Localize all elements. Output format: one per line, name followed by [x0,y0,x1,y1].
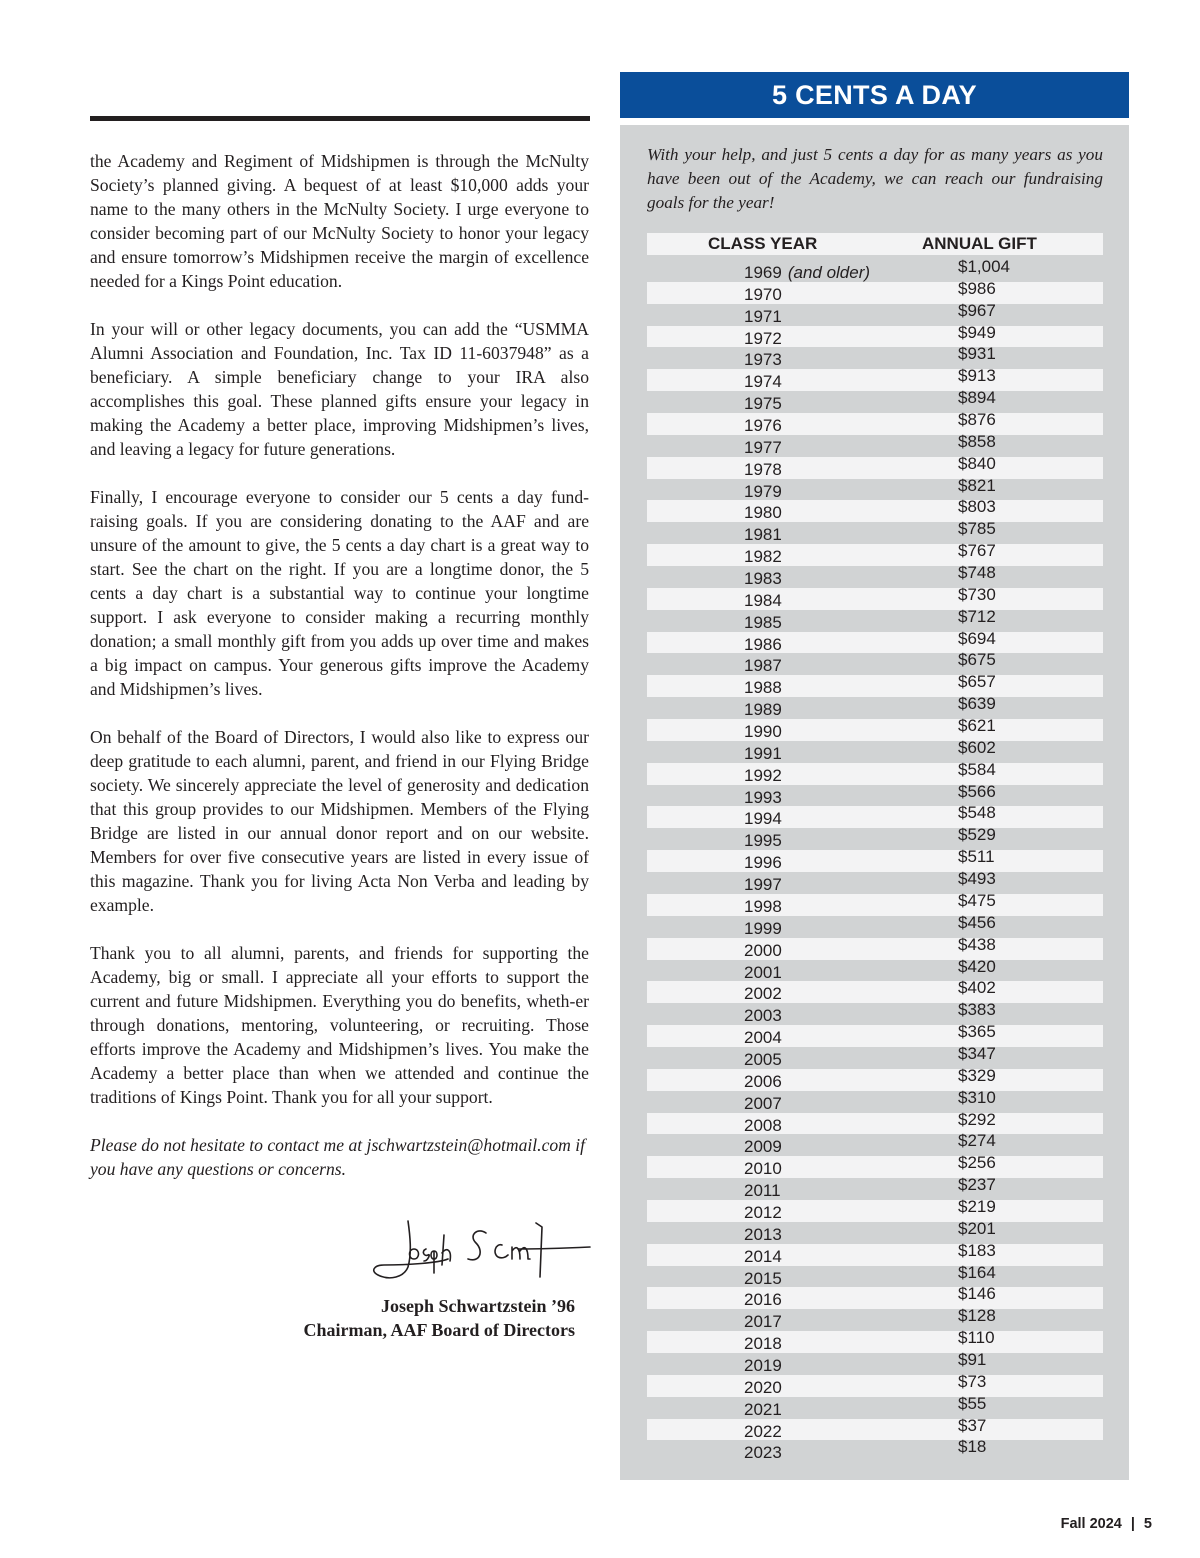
class-year-value: 2003 [744,1006,782,1026]
table-row [647,1196,1103,1222]
annual-gift-cell: $986 [958,278,996,298]
annual-gift-cell: $256 [958,1153,996,1173]
table-row [647,431,1103,457]
class-year-value: 1990 [744,722,782,742]
table-row [647,257,1103,282]
class-year-value: 1969 [744,263,782,282]
table-row [647,1087,1103,1113]
class-year-cell [744,1225,782,1245]
table-row [647,825,1103,851]
annual-gift-cell: $493 [958,869,996,889]
annual-gift-cell: $876 [958,410,996,430]
class-year-value: 2002 [744,984,782,1004]
table-row [647,1349,1103,1375]
class-year-cell [744,394,782,414]
class-year-value: 1978 [744,459,782,479]
annual-gift-cell: $365 [958,1022,996,1042]
table-row [647,1393,1103,1419]
class-year-cell [744,919,782,939]
class-year-cell [744,1028,782,1048]
letter-paragraph: Finally, I encourage everyone to consider our 5 cents a day fund-raising goals. If you are considering donating to the AAF and are unsure of the amount to give, the 5 cents a day chart is a great way to start. See the chart on the right. If you are a longtime donor, the 5 cents a day chart is a substantial way to continue your longtime support. I ask everyone to consider making a recurring monthly donation; a small monthly gift from you adds up over time and makes a big impact on campus. Your generous gifts improve the Academy and Midshipmen’s lives. [90,487,589,699]
class-year-value: 1973 [744,350,782,370]
table-row [647,847,1103,873]
annual-gift-cell: $657 [958,672,996,692]
class-year-value: 1971 [744,306,782,326]
class-year-cell [744,460,782,480]
annual-gift-cell: $329 [958,1065,996,1085]
class-year-cell [744,1072,782,1092]
class-year-cell [744,1422,782,1442]
class-year-cell [744,438,782,458]
class-year-cell [744,1050,782,1070]
class-year-cell [744,1247,782,1267]
table-row [647,737,1103,763]
table-row [647,497,1103,523]
class-year-cell [744,1443,782,1463]
class-year-value: 1972 [744,328,782,348]
table-row [647,475,1103,501]
class-year-cell [744,744,782,764]
annual-gift-cell: $949 [958,322,996,342]
class-year-value: 2019 [744,1355,782,1375]
class-year-value: 1985 [744,612,782,632]
class-year-cell [744,329,782,349]
class-year-value: 1979 [744,481,782,501]
table-row [647,606,1103,632]
table-row [647,1000,1103,1026]
class-year-value: 2017 [744,1312,782,1332]
annual-gift-cell: $621 [958,716,996,736]
class-year-value: 1988 [744,678,782,698]
annual-gift-cell: $402 [958,978,996,998]
class-year-cell [744,678,782,698]
table-row [647,541,1103,567]
class-year-cell [744,1116,782,1136]
annual-gift-cell: $18 [958,1437,987,1457]
class-year-cell [744,635,782,655]
class-year-value: 1976 [744,416,782,436]
table-row [647,1175,1103,1201]
class-year-cell [744,1334,782,1354]
annual-gift-cell: $420 [958,956,996,976]
table-row [647,563,1103,589]
table-row [647,1131,1103,1157]
class-year-cell [744,613,782,633]
class-year-value: 2010 [744,1159,782,1179]
annual-gift-cell: $785 [958,519,996,539]
class-year-value: 2004 [744,1028,782,1048]
class-year-cell [744,963,782,983]
annual-gift-cell: $894 [958,388,996,408]
giving-chart-panel [620,125,1129,1480]
annual-gift-cell: $383 [958,1000,996,1020]
table-row [647,1043,1103,1069]
annual-gift-cell: $913 [958,366,996,386]
table-row [647,912,1103,938]
table-row [647,672,1103,698]
annual-gift-cell: $712 [958,606,996,626]
class-year-cell [744,285,782,305]
annual-gift-cell: $146 [958,1284,996,1304]
table-row [647,650,1103,676]
class-year-cell [744,569,782,589]
giving-table [647,257,1103,1463]
class-year-cell [744,809,782,829]
class-year-value: 2014 [744,1246,782,1266]
class-year-value: 1977 [744,437,782,457]
table-row [647,1328,1103,1354]
table-row [647,519,1103,545]
class-year-value: 2007 [744,1093,782,1113]
letter-paragraph: the Academy and Regiment of Midshipmen is through the McNulty Society’s planned giving. A bequest of at least $10,000 adds your name to the many others in the McNulty Society. I urge everyone to consider becoming part of our McNulty Society to honor your legacy and ensure tomorrow’s Midshipmen receive the margin of excellence needed for a Kings Point education. [90,151,589,291]
class-year-value: 1980 [744,503,782,523]
class-year-cell [744,1181,781,1201]
table-row [647,1262,1103,1288]
annual-gift-cell: $730 [958,584,996,604]
class-year-cell [744,831,782,851]
class-year-value: 1987 [744,656,782,676]
column-header-annual-gift: ANNUAL GIFT [922,234,1037,253]
annual-gift-cell: $347 [958,1043,996,1063]
table-row [647,781,1103,807]
contact-note: Please do not hesitate to contact me at jschwartzstein@hotmail.com if you have any questions or concerns. [90,1135,586,1179]
class-year-value: 1992 [744,765,782,785]
class-year-value: 2021 [744,1399,782,1419]
class-year-value: 2000 [744,940,782,960]
class-year-cell [744,1269,782,1289]
signature-image [368,1215,592,1287]
class-year-cell [744,372,782,392]
page-number: 5 [1143,1516,1152,1532]
class-year-cell [744,591,782,611]
annual-gift-cell: $201 [958,1218,996,1238]
letter-body [90,149,589,1205]
class-year-cell [744,766,782,786]
panel-intro: With your help, and just 5 cents a day for as many years as you have been out of the Academy, we can reach our fundraising goals for the year! [647,145,1103,212]
annual-gift-cell: $55 [958,1393,987,1413]
annual-gift-cell: $548 [958,803,996,823]
table-row [647,584,1103,610]
class-year-value: 1991 [744,743,782,763]
class-year-cell [744,788,782,808]
column-header-class-year: CLASS YEAR [708,234,818,253]
letter-paragraph: On behalf of the Board of Directors, I would also like to express our deep gratitude to each alumni, parent, and friend in our Flying Bridge society. We sincerely appreciate the level of generosity and dedication that this group provides to our Midshipmen. Members of the Flying Bridge are listed in our annual donor report and on our website. Members for over five consecutive years are listed in every issue of this magazine. Thank you for living Acta Non Verba and leading by example. [90,727,589,915]
annual-gift-cell: $73 [958,1371,987,1391]
class-year-value: 2011 [744,1181,781,1201]
panel-title: 5 CENTS A DAY [620,72,1129,118]
class-year-note: (and older) [787,263,871,282]
class-year-value: 1970 [744,284,782,304]
table-row [647,410,1103,436]
annual-gift-cell: $37 [958,1415,987,1435]
class-year-cell [744,984,782,1004]
class-year-value: 1996 [744,853,782,873]
table-row [647,1437,1103,1463]
annual-gift-cell: $164 [958,1262,996,1282]
table-row [647,1109,1103,1135]
annual-gift-cell: $639 [958,694,996,714]
class-year-cell [744,1356,782,1376]
class-year-value: 2018 [744,1334,782,1354]
letter-paragraph: In your will or other legacy documents, you can add the “USMMA Alumni Association and Foundation, Inc. Tax ID 11-6037948” as a beneficiary. A simple beneficiary change to your IRA also accomplishes this goal. These planned gifts ensure your legacy in making the Academy a better place, improving Midshipmen’s lives, and leaving a legacy for future generations. [90,319,589,459]
class-year-value: 1984 [744,590,782,610]
annual-gift-cell: $584 [958,759,996,779]
class-year-cell [744,875,782,895]
table-row [647,278,1103,304]
class-year-cell [744,482,782,502]
class-year-value: 1982 [744,547,782,567]
annual-gift-cell: $219 [958,1196,996,1216]
class-year-cell [744,853,782,873]
table-row [647,628,1103,654]
table-row [647,344,1103,370]
class-year-cell [744,503,782,523]
class-year-value: 2008 [744,1115,782,1135]
annual-gift-cell: $91 [958,1349,987,1369]
table-row [647,388,1103,414]
class-year-value: 2006 [744,1071,782,1091]
signer-name: Joseph Schwartzstein ’96 [381,1296,575,1316]
table-row [647,453,1103,479]
class-year-value: 2001 [744,962,782,982]
class-year-cell [744,1137,782,1157]
class-year-value: 1986 [744,634,782,654]
annual-gift-cell: $529 [958,825,996,845]
class-year-value: 1974 [744,372,782,392]
class-year-cell [744,1203,782,1223]
annual-gift-cell: $566 [958,781,996,801]
table-row [647,1240,1103,1266]
table-row [647,366,1103,392]
class-year-cell [744,1400,782,1420]
class-year-cell [744,547,782,567]
table-row [647,869,1103,895]
table-row [647,1415,1103,1441]
class-year-value: 2009 [744,1137,782,1157]
table-row [647,716,1103,742]
class-year-value: 1999 [744,918,782,938]
class-year-cell [744,307,782,327]
table-row [647,1371,1103,1397]
annual-gift-cell: $602 [958,737,996,757]
annual-gift-cell: $694 [958,628,996,648]
class-year-value: 2005 [744,1049,782,1069]
annual-gift-cell: $438 [958,934,996,954]
annual-gift-cell: $840 [958,453,996,473]
class-year-value: 1998 [744,896,782,916]
annual-gift-cell: $821 [958,475,996,495]
class-year-value: 1993 [744,787,782,807]
annual-gift-cell: $748 [958,563,996,583]
table-row [647,1153,1103,1179]
class-year-value: 2012 [744,1202,782,1222]
class-year-cell [744,350,782,370]
table-row [647,934,1103,960]
annual-gift-cell: $310 [958,1087,996,1107]
annual-gift-cell: $475 [958,890,996,910]
signer-title: Chairman, AAF Board of Directors [303,1320,575,1340]
table-header [647,233,1103,255]
class-year-cell [744,700,782,720]
class-year-cell [744,1378,782,1398]
table-row [647,322,1103,348]
table-row [647,890,1103,916]
class-year-value: 2013 [744,1224,782,1244]
page-footer [1061,1514,1152,1534]
annual-gift-cell: $1,004 [958,257,1010,276]
class-year-value: 1997 [744,875,782,895]
table-row [647,956,1103,982]
class-year-cell [744,941,782,961]
top-rule [90,116,590,121]
class-year-value: 1995 [744,831,782,851]
table-row [647,300,1103,326]
class-year-cell [744,1006,782,1026]
class-year-cell [744,722,782,742]
class-year-cell [744,1159,782,1179]
annual-gift-cell: $110 [958,1328,995,1348]
class-year-value: 1989 [744,700,782,720]
class-year-value: 1994 [744,809,782,829]
class-year-cell [744,525,782,545]
table-row [647,1065,1103,1091]
annual-gift-cell: $274 [958,1131,996,1151]
letter-paragraph: Thank you to all alumni, parents, and friends for supporting the Academy, big or small. I appreciate all your efforts to support the current and future Midshipmen. Everything you do benefits, wheth-er through donations, mentoring, volunteering, or recruiting. Those efforts improve the Academy and Midshipmen’s lives. You make the Academy a better place than when we attended and continue the traditions of Kings Point. Thank you for all your support. [90,943,589,1107]
annual-gift-cell: $858 [958,431,996,451]
class-year-value: 1981 [744,525,782,545]
annual-gift-cell: $675 [958,650,996,670]
class-year-cell [744,1094,782,1114]
table-row [647,803,1103,829]
class-year-value: 1975 [744,394,782,414]
annual-gift-cell: $967 [958,300,996,320]
class-year-cell [744,897,782,917]
annual-gift-cell: $456 [958,912,996,932]
class-year-value: 2023 [744,1443,782,1463]
annual-gift-cell: $931 [958,344,996,364]
class-year-cell [744,656,782,676]
annual-gift-cell: $128 [958,1306,996,1326]
table-row [647,759,1103,785]
annual-gift-cell: $511 [958,847,995,867]
class-year-cell [744,1290,782,1310]
annual-gift-cell: $183 [958,1240,996,1260]
class-year-cell [744,263,870,283]
class-year-value: 2022 [744,1421,782,1441]
table-row [647,1218,1103,1244]
table-row [647,978,1103,1004]
table-row [647,1284,1103,1310]
class-year-value: 2020 [744,1377,782,1397]
annual-gift-cell: $803 [958,497,996,517]
table-row [647,1022,1103,1048]
annual-gift-cell: $767 [958,541,996,561]
annual-gift-cell: $237 [958,1175,996,1195]
issue-label: Fall 2024 [1060,1516,1122,1532]
annual-gift-cell: $292 [958,1109,996,1129]
footer-separator: | [1130,1516,1135,1532]
table-row [647,694,1103,720]
class-year-cell [744,1312,782,1332]
class-year-value: 2015 [744,1268,782,1288]
class-year-cell [744,416,782,436]
class-year-value: 2016 [744,1290,782,1310]
class-year-value: 1983 [744,569,782,589]
table-row [647,1306,1103,1332]
